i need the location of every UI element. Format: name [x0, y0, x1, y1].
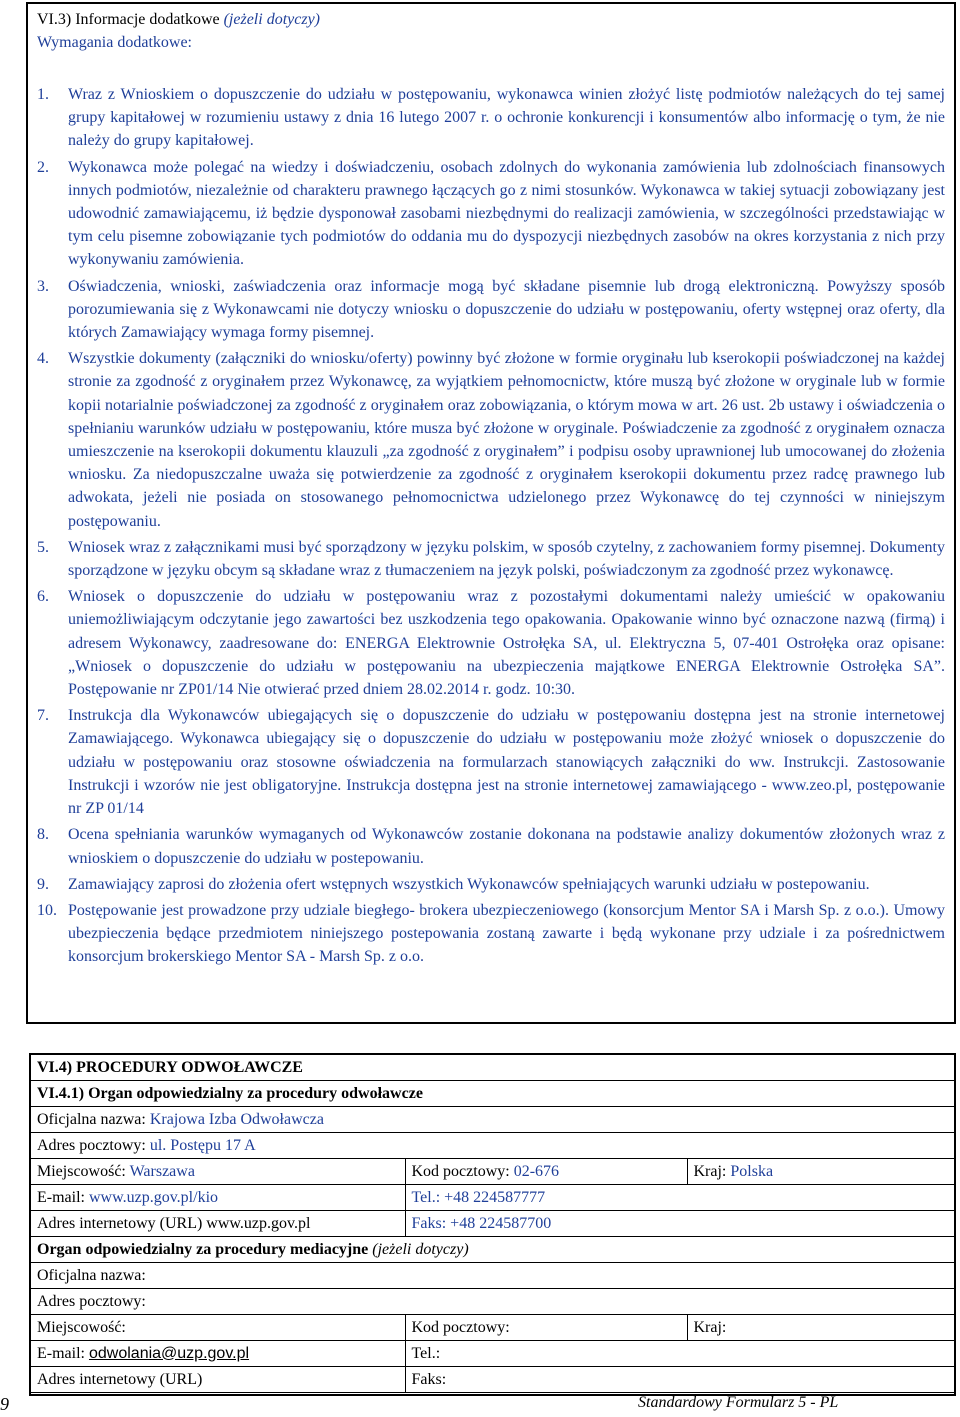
- requirements-list: [37, 83, 945, 972]
- list-item: [37, 585, 945, 701]
- item-text: Wykonawca może polegać na wiedzy i doświadczeniu, osobach zdolnych do wykonania zamówienia lub zdolnościach finansowych innych podmiotów, niezależnie od charakteru prawnego łączących go z nimi stosunków. Wykonawca w takiej sytuacji zobowiązany jest udowodnić zamawiającemu, iż będzie dysponował zasobami niezbędnymi do realizacji zamówienia, w szczególności przedstawiając w tym celu pisemne zobowiązanie tych podmiotów do oddania mu do dyspozycji niezbędnych zasobów na okres korzystania z nich przy wykonywaniu zamówienia.: [68, 158, 945, 269]
- mediation-address-cell: Adres pocztowy:: [31, 1289, 954, 1315]
- appeal-procedures-table: [31, 1055, 954, 1393]
- item-number: 9.: [37, 875, 49, 893]
- table-row: [31, 1107, 954, 1133]
- table-row: [31, 1237, 954, 1263]
- item-number: 7.: [37, 707, 49, 725]
- list-item: [37, 536, 945, 582]
- mediation-country-cell: Kraj:: [687, 1315, 954, 1341]
- item-text: Wszystkie dokumenty (załączniki do wniosku/oferty) powinny być złożone w formie oryginału lub kserokopii poświadczonej na każdej stronie za zgodność z oryginałem przez Wykonawcę, za wyjątkiem pełnomocnictw, które muszą być złożone w oryginale lub w formie kopii notarialnie poświadczonej za zgodność z oryginałem oraz zobowiązania, o którym mowa w art. 26 ust. 2b ustawy i oświadczenia o spełnianiu warunków udziału w postępowaniu, które musza być złożone w oryginale. Poświadczenie za zgodność z oryginałem oznacza umieszczenie na kserokopii dokumentu klauzuli „za zgodność z oryginałem” i podpisu osoby uprawnionej lub umocowanej do złożenia wniosku. Za niedopuszczalne uważa się potwierdzenie za zgodność z oryginałem kserokopii dokumentu przez radcę prawnego lub adwokata, jeżeli nie posiada on stosowanego pełnomocnictwa udzielonego przez Wykonawcę do tej czynności w niniejszym postępowaniu.: [68, 350, 945, 530]
- organ-postal-cell: [405, 1159, 687, 1185]
- item-number: 6.: [37, 588, 49, 606]
- item-number: 1.: [37, 86, 49, 103]
- mediation-name-cell: Oficjalna nazwa:: [31, 1263, 954, 1289]
- mediation-postal-cell: Kod pocztowy:: [405, 1315, 687, 1341]
- field-label: Adres pocztowy:: [37, 1136, 146, 1154]
- field-value: +48 224587777: [444, 1188, 546, 1206]
- form-name: Standardowy Formularz 5 - PL: [638, 1394, 839, 1411]
- field-value: +48 224587700: [450, 1214, 552, 1232]
- mediation-url-cell: Adres internetowy (URL): [31, 1367, 405, 1393]
- organ-email-cell: [31, 1185, 405, 1211]
- field-label: Kraj:: [693, 1162, 727, 1180]
- item-text: Wraz z Wnioskiem o dopuszczenie do udziału w postępowaniu, wykonawca winien złożyć listę podmiotów należących do tej samej grupy kapitałowej w rozumieniu ustawy z dnia 16 lutego 2007 r. o ochronie konkurencji i konsumentów albo informację o tym, że nie należy do grupy kapitałowej.: [68, 86, 945, 150]
- field-label: Tel.:: [411, 1188, 441, 1206]
- procedures-title: VI.4) PROCEDURY ODWOŁAWCZE: [31, 1055, 954, 1081]
- organ-url-cell: [31, 1211, 405, 1237]
- organ-city-cell: [31, 1159, 405, 1185]
- item-text: Instrukcja dla Wykonawców ubiegających się o dopuszczenie do udziału w postępowaniu dostępna jest na stronie internetowej Zamawiającego. Wykonawca ubiegający się o dopuszczenie do udziału w postępowaniu może złożyć wniosek o dopuszczenie do udziału w postępowaniu oraz stosowne oświadczenia na formularzach stanowiących załączniki do ww. Instrukcji. Zastosowanie Instrukcji i wzorów nie jest obligatoryjne. Instrukcja dostępna jest na stronie internetowej zamawiającego - www.zeo.pl, postępowanie nr ZP 01/14: [68, 707, 945, 818]
- item-text: Wniosek wraz z załącznikami musi być sporządzony w języku polskim, w sposób czytelny, z zachowaniem formy pisemnej. Dokumenty sporządzone w języku obcym są składane wraz z tłumaczeniem na język polski, poświadczonym za zgodność przez wykonawcę.: [68, 538, 945, 580]
- list-item: [37, 347, 945, 533]
- organ-fax-cell: [405, 1211, 954, 1237]
- item-number: 10.: [37, 901, 57, 919]
- table-row: [31, 1315, 954, 1341]
- list-item: [37, 156, 945, 272]
- table-row: [31, 1133, 954, 1159]
- item-text: Postępowanie jest prowadzone przy udziale biegłego- brokera ubezpieczeniowego (konsorcjum Mentor SA i Marsh Sp. z o.o.). Umowy ubezpieczenia będące przedmiotem niniejszego postepowania zostaną zawarte i będą wykonane przy udziale i za pośrednictwem konsorcjum brokerskiego Mentor SA - Marsh Sp. z o.o.: [68, 901, 945, 966]
- item-text: Ocena spełniania warunków wymaganych od Wykonawców zostanie dokonana na podstawie analizy dokumentów złożonych wraz z wnioskiem o dopuszczenie do udziału w postepowaniu.: [68, 826, 945, 867]
- field-value: Krajowa Izba Odwoławcza: [149, 1110, 324, 1128]
- mediation-tel-cell: Tel.:: [405, 1341, 954, 1367]
- organ-country-cell: [687, 1159, 954, 1185]
- mediation-title: Organ odpowiedzialny za procedury mediacyjne: [37, 1240, 369, 1258]
- list-item: [37, 83, 945, 153]
- mediation-email-cell: [31, 1341, 405, 1367]
- item-number: 8.: [37, 826, 49, 844]
- table-row: [31, 1367, 954, 1393]
- table-row: [31, 1341, 954, 1367]
- field-label: Faks:: [411, 1214, 447, 1232]
- field-value: Warszawa: [129, 1162, 195, 1180]
- field-label: E-mail:: [37, 1188, 85, 1206]
- field-value: 02-676: [513, 1162, 560, 1180]
- table-row: [31, 1263, 954, 1289]
- list-item: [37, 899, 945, 969]
- section-title: VI.3) Informacje dodatkowe (jeżeli dotyczy): [37, 11, 320, 28]
- additional-info-section: [26, 2, 956, 1024]
- field-value: ul. Postępu 17 A: [149, 1136, 256, 1154]
- table-row: [31, 1211, 954, 1237]
- mediation-fax-cell: Faks:: [405, 1367, 954, 1393]
- field-label: Miejscowość:: [37, 1162, 126, 1180]
- field-value: www.uzp.gov.pl/kio: [88, 1188, 219, 1206]
- item-text: Zamawiający zaprosi do złożenia ofert wstępnych wszystkich Wykonawców spełniających warunki udziału w postepowaniu.: [68, 875, 870, 893]
- table-row: [31, 1055, 954, 1081]
- item-number: 5.: [37, 538, 49, 556]
- table-row: [31, 1185, 954, 1211]
- field-label: Adres internetowy (URL): [37, 1214, 203, 1232]
- organ-address-cell: [31, 1133, 954, 1159]
- email-link[interactable]: odwolania@uzp.gov.pl: [88, 1344, 250, 1362]
- item-number: 3.: [37, 277, 49, 295]
- organ-name-cell: [31, 1107, 954, 1133]
- list-item: [37, 275, 945, 345]
- field-label: E-mail:: [37, 1344, 85, 1362]
- section-subtitle: Wymagania dodatkowe:: [37, 34, 192, 51]
- table-row: [31, 1159, 954, 1185]
- organ-tel-cell: [405, 1185, 954, 1211]
- item-number: 2.: [37, 158, 49, 176]
- item-text: Oświadczenia, wnioski, zaświadczenia oraz informacje mogą być składane pisemnie lub drogą elektroniczną. Powyższy sposób porozumiewania się z Wykonawcami nie dotyczy wniosku o dopuszczenie do udziału w postępowaniu, oferty wstępnej oraz oferty, dla których Zamawiający wymaga formy pisemnej.: [68, 277, 945, 342]
- item-text: Wniosek o dopuszczenie do udziału w postępowaniu wraz z pozostałymi dokumentami należy umieścić w opakowaniu uniemożliwiającym odczytanie jego zawartości bez uszkodzenia tego opakowania. Opakowanie winno być oznaczone nazwą (firmą) i adresem Wykonawcy, zaadresowane do: ENERGA Elektrownie Ostrołęka SA, ul. Elektryczna 5, 07-401 Ostrołęka oraz opisane: „Wniosek o dopuszczenie do udziału w postępowaniu na ubezpieczenia majątkowe ENERGA Elektrownie Ostrołęka SA”. Postępowanie nr ZP01/14 Nie otwierać przed dniem 28.02.2014 r. godz. 10:30.: [68, 588, 945, 699]
- mediation-city-cell: Miejscowość:: [31, 1315, 405, 1341]
- item-number: 4.: [37, 350, 49, 368]
- procedures-subtitle: VI.4.1) Organ odpowiedzialny za procedury odwoławcze: [31, 1081, 954, 1107]
- mediation-title-cell: Organ odpowiedzialny za procedury mediacyjne (jeżeli dotyczy): [31, 1237, 954, 1263]
- list-item: [37, 873, 945, 896]
- list-item: [37, 823, 945, 869]
- field-value: Polska: [730, 1162, 774, 1180]
- list-item: [37, 704, 945, 820]
- field-value: www.uzp.gov.pl: [206, 1214, 311, 1232]
- appeal-procedures-section: [29, 1053, 956, 1396]
- field-label: Kod pocztowy:: [411, 1162, 510, 1180]
- table-row: [31, 1289, 954, 1315]
- field-label: Oficjalna nazwa:: [37, 1110, 146, 1128]
- table-row: [31, 1081, 954, 1107]
- page-number: 9: [0, 1394, 9, 1414]
